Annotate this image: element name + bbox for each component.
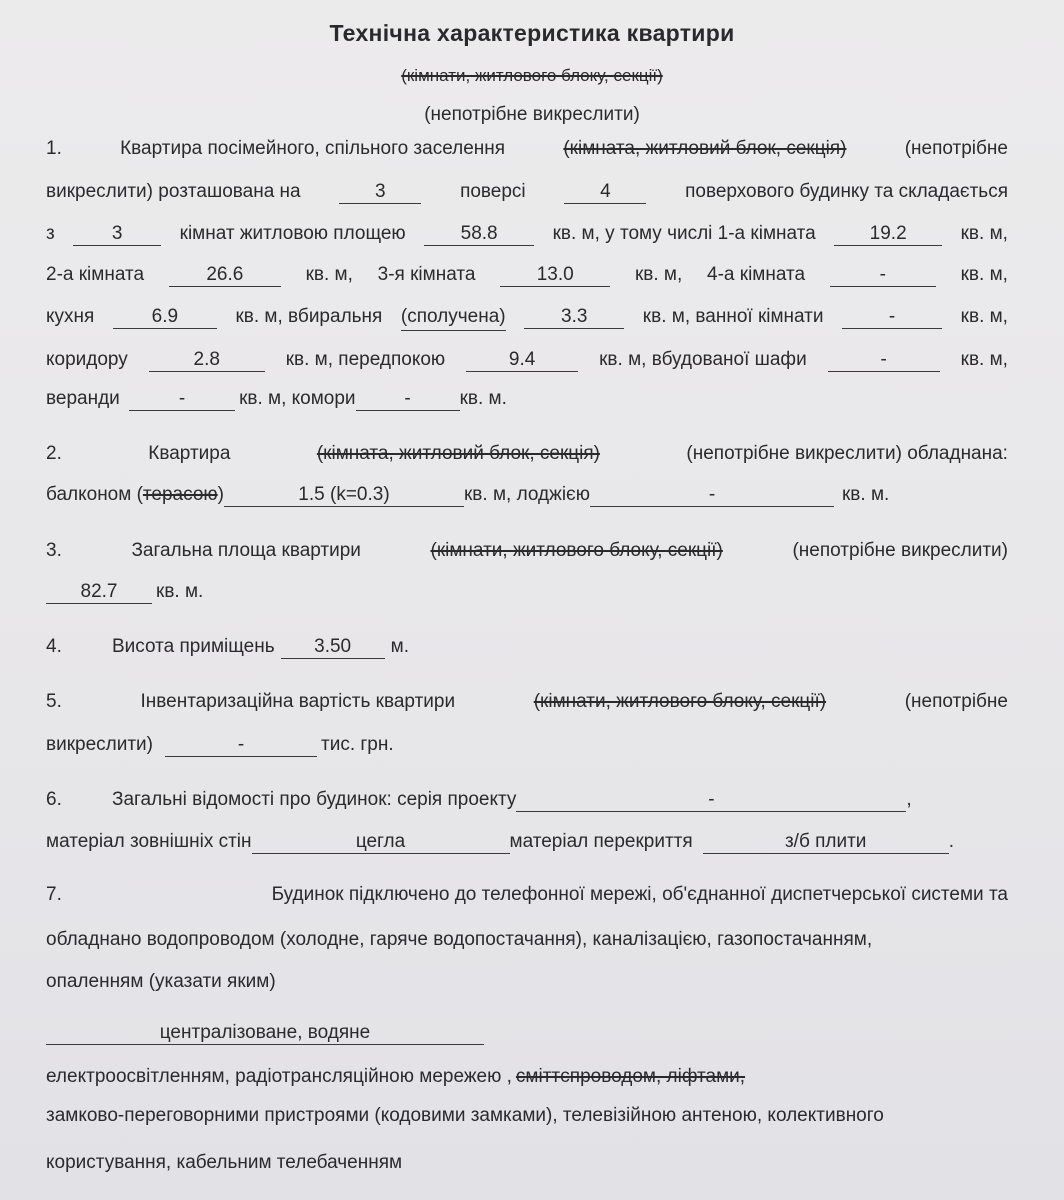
- s2-line1: 2. Квартира (кімната, житловий блок, секція) (непотрібне викреслити) обладнана:: [46, 441, 1008, 467]
- s5-line1: 5. Інвентаризаційна вартість квартири (кімнати, житлового блоку, секції) (непотрібне: [46, 689, 1008, 715]
- corridor-field: 2.8: [149, 349, 265, 372]
- room4-field: -: [830, 264, 936, 287]
- slabs-field: з/б плити: [703, 831, 949, 854]
- s7-line5: електроосвітленням, радіотрансляційною мережею , сміттєпроводом, ліфтами,: [46, 1066, 746, 1087]
- room3-field: 13.0: [500, 264, 610, 287]
- s7-line6: замково-переговорними пристроями (кодовими замками), телевізійною антеною, колективного: [46, 1105, 884, 1126]
- s2-number: 2.: [46, 443, 62, 464]
- balcony-field: 1.5 (k=0.3): [224, 484, 464, 507]
- floor-field: 3: [339, 181, 421, 204]
- height-field: 3.50: [281, 636, 385, 659]
- document-title: Технічна характеристика квартири: [329, 20, 735, 46]
- room1-field: 19.2: [834, 223, 942, 246]
- hallway-field: 9.4: [466, 349, 578, 372]
- storage-field: -: [356, 388, 460, 411]
- s3-line1: 3. Загальна площа квартири (кімнати, житлового блоку, секції) (непотрібне викреслити): [46, 538, 1008, 564]
- s4-number: 4.: [46, 636, 62, 657]
- s7-line7: користування, кабельним телебаченням: [46, 1152, 403, 1173]
- value-field: -: [165, 734, 317, 757]
- s6-number: 6.: [46, 789, 62, 810]
- s1-line7: веранди - кв. м, комори - кв. м.: [46, 388, 507, 409]
- s2-line2: балконом (терасою) 1.5 (k=0.3) кв. м, лоджією - кв. м.: [46, 484, 890, 505]
- s3-number: 3.: [46, 540, 62, 561]
- s1-number: 1.: [46, 138, 62, 159]
- s5-number: 5.: [46, 691, 62, 712]
- toilet-field: 3.3: [524, 306, 624, 329]
- s4-line: 4. Висота приміщень 3.50 м.: [46, 634, 1008, 660]
- kitchen-field: 6.9: [113, 306, 217, 329]
- walls-field: цегла: [252, 831, 510, 854]
- living-area-field: 58.8: [424, 223, 534, 246]
- room2-field: 26.6: [169, 264, 281, 287]
- s7-number: 7.: [46, 884, 62, 905]
- s1-line2: викреслити) розташована на 3 поверсі 4 поверхового будинку та складається: [46, 181, 1008, 202]
- s5-line2: викреслити) - тис. грн.: [46, 734, 394, 755]
- rooms-field: 3: [73, 223, 161, 246]
- wardrobe-field: -: [828, 349, 940, 372]
- s7-line2: обладнано водопроводом (холодне, гаряче водопостачання), каналізацією, газопостачанням,: [46, 929, 873, 950]
- veranda-field: -: [129, 388, 235, 411]
- s1-line3: з 3 кімнат житловою площею 58.8 кв. м, у тому числі 1-а кімната 19.2 кв. м,: [46, 223, 1008, 244]
- loggia-field: -: [590, 484, 834, 507]
- s6-line2: матеріал зовнішніх стін цегла матеріал перекриття з/б плити .: [46, 831, 954, 852]
- s1-line6: коридору 2.8 кв. м, передпокою 9.4 кв. м, вбудованої шафи - кв. м,: [46, 349, 1008, 370]
- s1-line1: 1. Квартира посімейного, спільного заселення (кімната, житловий блок, секція) (непотрібне: [46, 136, 1008, 162]
- total-area-field: 82.7: [46, 581, 152, 604]
- s6-line1: 6. Загальні відомості про будинок: серія проекту - ,: [46, 787, 1008, 813]
- heating-field: централізоване, водяне: [46, 1022, 484, 1045]
- series-field: -: [516, 789, 906, 812]
- subtitle-struck: (кімнати, житлового блоку, секції): [401, 66, 663, 85]
- bath-field: -: [842, 306, 942, 329]
- s7-line4: [46, 1020, 1008, 1046]
- floors-total-field: 4: [564, 181, 646, 204]
- s7-line1: 7. Будинок підключено до телефонної мережі, об'єднанної диспетчерської системи та: [46, 882, 1008, 908]
- s3-line2: 82.7 кв. м.: [46, 579, 1008, 605]
- s1-line5: кухня 6.9 кв. м, вбиральня (сполучена) 3.3 кв. м, ванної кімнати - кв. м,: [46, 304, 1008, 330]
- s7-line3: опаленням (указати яким): [46, 971, 276, 992]
- subtitle-note: (непотрібне викреслити): [424, 104, 640, 125]
- s1-line4: 2-а кімната 26.6 кв. м, 3-я кімната 13.0 кв. м, 4-а кімната - кв. м,: [46, 264, 1008, 285]
